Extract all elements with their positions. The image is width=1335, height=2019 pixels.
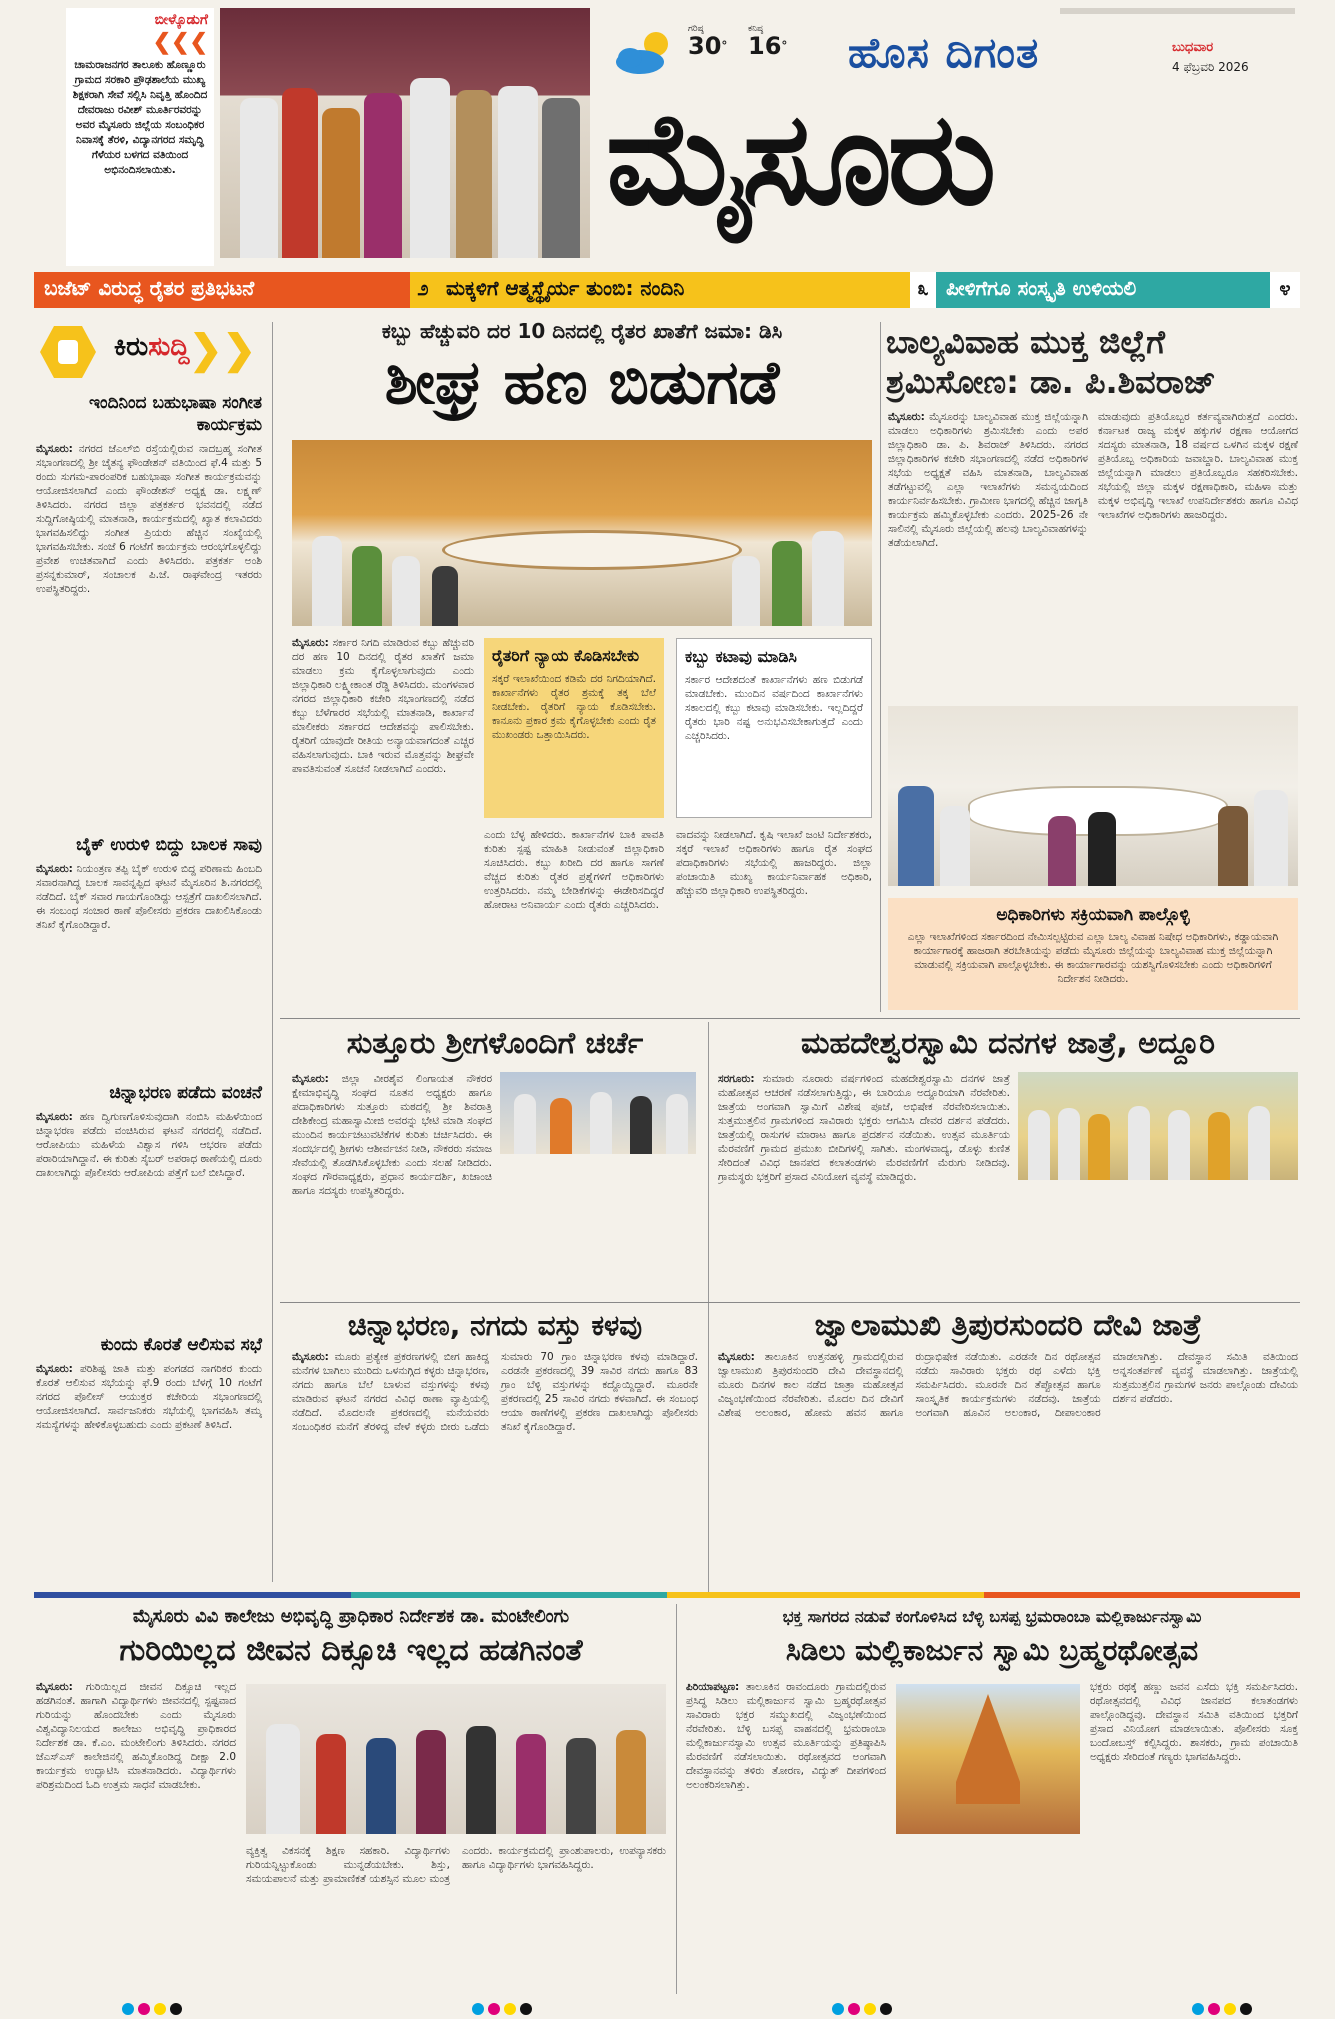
temp-min-value: 16 <box>748 32 782 60</box>
madeshwara-body-text: ಸುಮಾರು ನೂರಾರು ವರ್ಷಗಳಿಂದ ಮಹದೇಶ್ವರಸ್ವಾಮಿ ದನಗಳ ಜಾತ್ರೆ ಮಹೋತ್ಸವ ಆಚರಣೆ ನಡೆಸಲಾಗುತ್ತಿದ್ದು, ಈ ಬಾರಿಯೂ ಅದ್ದೂರಿಯಾಗಿ ನೆರವೇರಿತು. ಜಾತ್ರೆಯ ಅಂಗವಾಗಿ ಸ್ವಾಮಿಗೆ ವಿಶೇಷ ಪೂಜೆ, ಅಭಿಷೇಕ ನೆರವೇರಿಸಲಾಯಿತು. ಸುತ್ತಮುತ್ತಲಿನ ಗ್ರಾಮಗಳಿಂದ ಸಾವಿರಾರು ಭಕ್ತರು ಆಗಮಿಸಿ ದೇವರ ದರ್ಶನ ಪಡೆದರು. ಜಾತ್ರೆಯಲ್ಲಿ ರಾಸುಗಳ ಮಾರಾಟ ಹಾಗೂ ಪ್ರದರ್ಶನ ನಡೆಯಿತು. ಉತ್ಸವ ಮೂರ್ತಿಯ ಮೆರವಣಿಗೆ ಗ್ರಾಮದ ಪ್ರಮುಖ ಬೀದಿಗಳಲ್ಲಿ ಸಾಗಿತು. ಮಂಗಳವಾದ್ಯ, ಡೊಳ್ಳು ಕುಣಿತ ಸೇರಿದಂತೆ ವಿವಿಧ ಜಾನಪದ ಕಲಾತಂಡಗಳು ಮೆರವಣಿಗೆಗೆ ಮೆರುಗು ನೀಡಿದವು. ಗ್ರಾಮಸ್ಥರು ಭಕ್ತರಿಗೆ ಪ್ರಸಾದ ವಿನಿಯೋಗ ವ್ಯವಸ್ಥೆ ಮಾಡಿದ್ದರು. <box>718 1073 1010 1183</box>
kiru-item-3-body: ಹಣ ದ್ವಿಗುಣಗೊಳಿಸುವುದಾಗಿ ನಂಬಿಸಿ ಮಹಿಳೆಯಿಂದ ಚಿನ್ನಾಭರಣ ಪಡೆದು ವಂಚಿಸಿರುವ ಘಟನೆ ನಗರದಲ್ಲಿ ನಡೆದಿದೆ. ಆರೋಪಿಯು ಮಹಿಳೆಯ ವಿಶ್ವಾಸ ಗಳಿಸಿ ಆಭರಣ ಪಡೆದು ಪರಾರಿಯಾಗಿದ್ದಾನೆ. ಈ ಕುರಿತು ಸೈಬರ್ ಅಪರಾಧ ಠಾಣೆಯಲ್ಲಿ ದೂರು ದಾಖಲಾಗಿದ್ದು ಪೊಲೀಸರು ಆರೋಪಿಯ ಪತ್ತೆಗೆ ಬಲೆ ಬೀಸಿದ್ದಾರೆ. <box>36 1111 262 1179</box>
college-body-1 <box>36 1680 236 1990</box>
brand-logo: ಹೊಸ ದಿಗಂತ <box>848 28 1040 77</box>
child-headline-1: ಬಾಲ್ಯವಿವಾಹ ಮುಕ್ತ ಜಿಲ್ಲೆಗೆ <box>886 323 1165 361</box>
section-rule-2 <box>280 1302 1300 1303</box>
college-body-1-text: ಗುರಿಯಿಲ್ಲದ ಜೀವನ ದಿಕ್ಸೂಚಿ ಇಲ್ಲದ ಹಡಗಿನಂತೆ. ಹಾಗಾಗಿ ವಿದ್ಯಾರ್ಥಿಗಳು ಜೀವನದಲ್ಲಿ ಸ್ಪಷ್ಟವಾದ ಗುರಿಯನ್ನು ಹೊಂದಬೇಕು ಎಂದು ಮೈಸೂರು ವಿಶ್ವವಿದ್ಯಾನಿಲಯದ ಕಾಲೇಜು ಅಭಿವೃದ್ಧಿ ಪ್ರಾಧಿಕಾರದ ನಿರ್ದೇಶಕ ಡಾ. ಕೆ.ಎಂ. ಮಂಟೇಲಿಂಗು ತಿಳಿಸಿದರು. ನಗರದ ಜೆಎಸ್‌ಎಸ್ ಕಾಲೇಜಿನಲ್ಲಿ ಹಮ್ಮಿಕೊಂಡಿದ್ದ ದೀಕ್ಷಾ 2.0 ಕಾರ್ಯಕ್ರಮ ಉದ್ಘಾಟಿಸಿ ಮಾತನಾಡಿದರು. ವಿದ್ಯಾರ್ಥಿಗಳು ಪರಿಶ್ರಮದಿಂದ ಓದಿ ಉತ್ತಮ ಸಾಧನೆ ಮಾಡಬೇಕು. <box>36 1681 236 1791</box>
temp-min <box>748 24 787 58</box>
column-rule-2 <box>880 322 881 1012</box>
temp-max-value: 30 <box>688 32 722 60</box>
suttur-photo <box>500 1072 696 1154</box>
masthead-rule <box>1060 8 1295 14</box>
kiru-item-4 <box>36 1330 262 1552</box>
madeshwara-dateline: ಸರಗೂರು: <box>718 1073 755 1085</box>
lead-box-1 <box>484 638 664 818</box>
column-rule-4 <box>676 1604 677 1994</box>
kiru-item-3-title: ಚಿನ್ನಾಭರಣ ಪಡೆದು ವಂಚನೆ <box>109 1083 262 1103</box>
college-body-2: ವ್ಯಕ್ತಿತ್ವ ವಿಕಸನಕ್ಕೆ ಶಿಕ್ಷಣ ಸಹಕಾರಿ. ವಿದ್ಯಾರ್ಥಿಗಳು ಗುರಿಯನ್ನಿಟ್ಟುಕೊಂಡು ಮುನ್ನಡೆಯಬೇಕು. ಶಿಸ್ತು, ಸಮಯಪಾಲನೆ ಮತ್ತು ಪ್ರಾಮಾಣಿಕತೆ ಯಶಸ್ಸಿನ ಮೂಲ ಮಂತ್ರ ಎಂದರು. ಕಾರ್ಯಕ್ರಮದಲ್ಲಿ ಪ್ರಾಂಶುಪಾಲರು, ಉಪನ್ಯಾಸಕರು ಹಾಗೂ ವಿದ್ಯಾರ್ಥಿಗಳು ಭಾಗವಹಿಸಿದ್ದರು. <box>246 1845 666 1885</box>
theft-headline: ಚಿನ್ನಾಭರಣ, ನಗದು ವಸ್ತು ಕಳವು <box>347 1309 643 1342</box>
lead-box-2-body: ಸರ್ಕಾರ ಆದೇಶದಂತೆ ಕಾರ್ಖಾನೆಗಳು ಹಣ ಬಿಡುಗಡೆ ಮಾಡಬೇಕು. ಮುಂದಿನ ವರ್ಷದಿಂದ ಕಾರ್ಖಾನೆಗಳು ಸಕಾಲದಲ್ಲಿ ಕಬ್ಬು ಕಟಾವು ಮಾಡಿಸಬೇಕು. ಇಲ್ಲದಿದ್ದರೆ ರೈತರು ಭಾರಿ ನಷ್ಟ ಅನುಭವಿಸಬೇಕಾಗುತ್ತದೆ ಎಂದು ಎಚ್ಚರಿಸಿದರು. <box>685 674 863 742</box>
madeshwara-photo <box>1018 1072 1298 1180</box>
farewell-label: ಬೀಳ್ಕೊಡುಗೆ <box>154 12 208 28</box>
lead-box-2-title: ಕಬ್ಬು ಕಟಾವು ಮಾಡಿಸಿ <box>685 647 797 666</box>
city-name: ಮೈಸೂರು <box>606 85 993 234</box>
lead-body-1 <box>292 636 474 1016</box>
theft-body-text: ಮೂರು ಪ್ರತ್ಯೇಕ ಪ್ರಕರಣಗಳಲ್ಲಿ ಬೀಗ ಹಾಕಿದ್ದ ಮನೆಗಳ ಬಾಗಿಲು ಮುರಿದು ಒಳನುಗ್ಗಿದ ಕಳ್ಳರು ಚಿನ್ನಾಭರಣ, ನಗದು ಹಾಗೂ ಬೆಲೆ ಬಾಳುವ ವಸ್ತುಗಳನ್ನು ಕಳವು ಮಾಡಿರುವ ಘಟನೆ ನಗರದ ವಿವಿಧ ಠಾಣಾ ವ್ಯಾಪ್ತಿಯಲ್ಲಿ ನಡೆದಿದೆ. ಮೊದಲನೇ ಪ್ರಕರಣದಲ್ಲಿ ಮನೆಯವರು ಸಂಬಂಧಿಕರ ಮನೆಗೆ ತೆರಳಿದ್ದ ವೇಳೆ ಕಳ್ಳರು ಬೀರು ಒಡೆದು ಸುಮಾರು 70 ಗ್ರಾಂ ಚಿನ್ನಾಭರಣ ಕಳವು ಮಾಡಿದ್ದಾರೆ. ಎರಡನೇ ಪ್ರಕರಣದಲ್ಲಿ 39 ಸಾವಿರ ನಗದು ಹಾಗೂ 83 ಗ್ರಾಂ ಬೆಳ್ಳಿ ವಸ್ತುಗಳನ್ನು ಕದ್ದೊಯ್ದಿದ್ದಾರೆ. ಮೂರನೇ ಪ್ರಕರಣದಲ್ಲಿ 25 ಸಾವಿರ ನಗದು ಕಳವಾಗಿದೆ. ಈ ಸಂಬಂಧ ಆಯಾ ಠಾಣೆಗಳಲ್ಲಿ ಪ್ರಕರಣ ದಾಖಲಾಗಿದ್ದು ಪೊಲೀಸರು ತನಿಖೆ ಕೈಗೊಂಡಿದ್ದಾರೆ. <box>292 1351 698 1433</box>
temp-max <box>688 24 727 58</box>
lead-dateline: ಮೈಸೂರು: <box>292 637 329 649</box>
kiru-item-1 <box>36 388 262 842</box>
kiru-item-2-dateline: ಮೈಸೂರು: <box>36 863 73 875</box>
siddilu-kicker: ಭಕ್ತ ಸಾಗರದ ನಡುವೆ ಕಂಗೊಳಿಸಿದ ಬೆಳ್ಳಿ ಬಸಪ್ಪ ಭ್ರಮರಾಂಬಾ ಮಲ್ಲಿಕಾರ್ಜುನಸ್ವಾಮಿ <box>782 1607 1202 1626</box>
college-story <box>36 1604 666 1672</box>
siddilu-body-1 <box>686 1680 886 1990</box>
chevron-left-icon: ❮❮❮ <box>152 29 208 55</box>
teaser-3-text: ಪೀಳಿಗೆಗೂ ಸಂಸ್ಕೃತಿ ಉಳಿಯಲಿ <box>946 276 1137 300</box>
cloud-sun-icon <box>612 28 682 76</box>
child-body-1-text: ಮೈಸೂರನ್ನು ಬಾಲ್ಯವಿವಾಹ ಮುಕ್ತ ಜಿಲ್ಲೆಯನ್ನಾಗಿ ಮಾಡಲು ಅಧಿಕಾರಿಗಳು ಶ್ರಮಿಸಬೇಕು ಎಂದು ಅಪರ ಜಿಲ್ಲಾಧಿಕಾರಿ ಡಾ. ಪಿ. ಶಿವರಾಜ್ ತಿಳಿಸಿದರು. ನಗರದ ಜಿಲ್ಲಾಧಿಕಾರಿಗಳ ಕಚೇರಿ ಸಭಾಂಗಣದಲ್ಲಿ ನಡೆದ ಅಧಿಕಾರಿಗಳ ಸಭೆಯ ಅಧ್ಯಕ್ಷತೆ ವಹಿಸಿ ಮಾತನಾಡಿ, ಬಾಲ್ಯವಿವಾಹ ತಡೆಗಟ್ಟುವಲ್ಲಿ ಎಲ್ಲಾ ಇಲಾಖೆಗಳು ಸಮನ್ವಯದಿಂದ ಕಾರ್ಯನಿರ್ವಹಿಸಬೇಕು. ಗ್ರಾಮೀಣ ಭಾಗದಲ್ಲಿ ಹೆಚ್ಚಿನ ಜಾಗೃತಿ ಕಾರ್ಯಕ್ರಮ ಹಮ್ಮಿಕೊಳ್ಳಬೇಕು ಎಂದರು. 2025-26 ನೇ ಸಾಲಿನಲ್ಲಿ ಮೈಸೂರು ಜಿಲ್ಲೆಯಲ್ಲಿ ಹಲವು ಬಾಲ್ಯವಿವಾಹಗಳನ್ನು ತಡೆಯಲಾಗಿದೆ. <box>888 411 1088 549</box>
kiru-item-4-title: ಕುಂದು ಕೊರತೆ ಆಲಿಸುವ ಸಭೆ <box>100 1335 262 1355</box>
kiru-item-2 <box>36 830 262 1042</box>
kiru-item-3 <box>36 1078 262 1350</box>
jwala-body <box>718 1350 1298 1586</box>
suttur-dateline: ಮೈಸೂರು: <box>292 1073 329 1085</box>
lead-box-1-body: ಸಕ್ಕರೆ ಇಲಾಖೆಯಿಂದ ಕಡಿಮೆ ದರ ನಿಗದಿಯಾಗಿದೆ. ಕಾರ್ಖಾನೆಗಳು ರೈತರ ಶ್ರಮಕ್ಕೆ ತಕ್ಕ ಬೆಲೆ ನೀಡಬೇಕು. ರೈತರಿಗೆ ನ್ಯಾಯ ಕೊಡಿಸಬೇಕು. ಕಾನೂನು ಪ್ರಕಾರ ಕ್ರಮ ಕೈಗೊಳ್ಳಬೇಕು ಎಂದು ರೈತ ಮುಖಂಡರು ಒತ್ತಾಯಿಸಿದರು. <box>492 673 656 741</box>
kiru-item-1-title: ಇಂದಿನಿಂದ ಬಹುಭಾಷಾ ಸಂಗೀತ ಕಾರ್ಯಕ್ರಮ <box>89 393 262 435</box>
kiru-item-1-body: ನಗರದ ಜೆಎಲ್‌ಬಿ ರಸ್ತೆಯಲ್ಲಿರುವ ನಾದಬ್ರಹ್ಮ ಸಂಗೀತ ಸಭಾಂಗಣದಲ್ಲಿ ಶ್ರೀ ಚೈತನ್ಯ ಫೌಂಡೇಶನ್ ವತಿಯಿಂದ ಫೆ.4 ಮತ್ತು 5 ರಂದು ಸುಗಮ-ಪಾರಂಪರಿಕ ಬಹುಭಾಷಾ ಸಂಗೀತ ಕಾರ್ಯಕ್ರಮವನ್ನು ಆಯೋಜಿಸಲಾಗಿದೆ ಎಂದು ಫೌಂಡೇಶನ್ ಅಧ್ಯಕ್ಷ ಡಾ. ಲಕ್ಷ್ಮಣ್ ತಿಳಿಸಿದರು. ನಗರದ ಜಿಲ್ಲಾ ಪತ್ರಕರ್ತರ ಭವನದಲ್ಲಿ ನಡೆದ ಸುದ್ದಿಗೋಷ್ಠಿಯಲ್ಲಿ ಮಾತನಾಡಿ, ಕಾರ್ಯಕ್ರಮದಲ್ಲಿ ಖ್ಯಾತ ಕಲಾವಿದರು ಭಾಗವಹಿಸಲಿದ್ದು ಸಂಗೀತ ಪ್ರಿಯರು ಹೆಚ್ಚಿನ ಸಂಖ್ಯೆಯಲ್ಲಿ ಭಾಗವಹಿಸಬೇಕು. ಸಂಜೆ 6 ಗಂಟೆಗೆ ಕಾರ್ಯಕ್ರಮ ಆರಂಭಗೊಳ್ಳಲಿದ್ದು ಪ್ರವೇಶ ಉಚಿತವಾಗಿದೆ ಎಂದು ತಿಳಿಸಿದರು. ಪತ್ರಕರ್ತ ಅಂಶಿ ಪ್ರಸನ್ನಕುಮಾರ್, ಸಂಚಾಲಕ ಪಿ.ಜೆ. ರಾಘವೇಂದ್ರ ಇತರರು ಉಪಸ್ಥಿತರಿದ್ದರು. <box>36 443 262 595</box>
farewell-panel <box>66 8 214 266</box>
lead-body-4: ವಾದವನ್ನು ನೀಡಲಾಗಿದೆ. ಕೃಷಿ ಇಲಾಖೆ ಜಂಟಿ ನಿರ್ದೇಶಕರು, ಸಕ್ಕರೆ ಇಲಾಖೆ ಅಧಿಕಾರಿಗಳು ಹಾಗೂ ರೈತ ಸಂಘದ ಪದಾಧಿಕಾರಿಗಳು ಸಭೆಯಲ್ಲಿ ಹಾಜರಿದ್ದರು. ಜಿಲ್ಲಾ ಪಂಚಾಯಿತಿ ಮುಖ್ಯ ಕಾರ್ಯನಿರ್ವಾಹಕ ಅಧಿಕಾರಿ, ಹೆಚ್ಚುವರಿ ಜಿಲ್ಲಾಧಿಕಾರಿ ಉಪಸ್ಥಿತರಿದ್ದರು. <box>676 829 872 897</box>
hand-icon <box>40 326 96 378</box>
column-rule <box>272 322 273 1582</box>
jwala-dateline: ಮೈಸೂರು: <box>718 1351 755 1363</box>
child-body-1 <box>888 410 1088 698</box>
child-headline-2: ಶ್ರಮಿಸೋಣ: ಡಾ. ಪಿ.ಶಿವರಾಜ್ <box>886 363 1216 401</box>
kiru-item-1-dateline: ಮೈಸೂರು: <box>36 443 73 455</box>
jwala-body-text: ತಾಲೂಕಿನ ಉತ್ತನಹಳ್ಳಿ ಗ್ರಾಮದಲ್ಲಿರುವ ಜ್ವಾಲಾಮುಖಿ ತ್ರಿಪುರಸುಂದರಿ ದೇವಿ ದೇವಸ್ಥಾನದಲ್ಲಿ ಮೂರು ದಿನಗಳ ಕಾಲ ನಡೆದ ಜಾತ್ರಾ ಮಹೋತ್ಸವ ವಿಜೃಂಭಣೆಯಿಂದ ನೆರವೇರಿತು. ಮೊದಲ ದಿನ ದೇವಿಗೆ ವಿಶೇಷ ಅಲಂಕಾರ, ಹೋಮ ಹವನ ಹಾಗೂ ರುದ್ರಾಭಿಷೇಕ ನಡೆಯಿತು. ಎರಡನೇ ದಿನ ರಥೋತ್ಸವ ನಡೆದು ಸಾವಿರಾರು ಭಕ್ತರು ರಥ ಎಳೆದು ಭಕ್ತಿ ಸಮರ್ಪಿಸಿದರು. ಮೂರನೇ ದಿನ ತೆಪ್ಪೋತ್ಸವ ಹಾಗೂ ಸಾಂಸ್ಕೃತಿಕ ಕಾರ್ಯಕ್ರಮಗಳು ನಡೆದವು. ಜಾತ್ರೆಯ ಅಂಗವಾಗಿ ಹೂವಿನ ಅಲಂಕಾರ, ದೀಪಾಲಂಕಾರ ಮಾಡಲಾಗಿತ್ತು. ದೇವಸ್ಥಾನ ಸಮಿತಿ ವತಿಯಿಂದ ಅನ್ನಸಂತರ್ಪಣೆ ವ್ಯವಸ್ಥೆ ಮಾಡಲಾಗಿತ್ತು. ಜಾತ್ರೆಯಲ್ಲಿ ಸುತ್ತಮುತ್ತಲಿನ ಗ್ರಾಮಗಳ ಜನರು ಪಾಲ್ಗೊಂಡು ದೇವಿಯ ದರ್ಶನ ಪಡೆದರು. <box>718 1351 1298 1419</box>
registration-mark <box>120 2000 184 2019</box>
child-photo <box>888 706 1298 886</box>
teaser-2[interactable] <box>436 272 936 308</box>
teaser-1[interactable] <box>34 272 436 308</box>
college-dateline: ಮೈಸೂರು: <box>36 1681 73 1693</box>
college-kicker: ಮೈಸೂರು ವಿವಿ ಕಾಲೇಜು ಅಭಿವೃದ್ಧಿ ಪ್ರಾಧಿಕಾರ ನಿರ್ದೇಶಕ ಡಾ. ಮಂಟೇಲಿಂಗು <box>132 1606 570 1627</box>
kiru-item-4-dateline: ಮೈಸೂರು: <box>36 1363 73 1375</box>
lead-headline: ಶೀಘ್ರ ಹಣ ಬಿಡುಗಡೆ <box>384 348 780 418</box>
registration-mark-4 <box>1190 2000 1254 2019</box>
lead-body-3: ಎಂದು ಬೆಳ್ಳ ಹೇಳಿದರು. ಕಾರ್ಖಾನೆಗಳ ಬಾಕಿ ಪಾವತಿ ಕುರಿತು ಸ್ಪಷ್ಟ ಮಾಹಿತಿ ನೀಡುವಂತೆ ಜಿಲ್ಲಾಧಿಕಾರಿ ಸೂಚಿಸಿದರು. ಕಬ್ಬು ಖರೀದಿ ದರ ಹಾಗೂ ಸಾಗಣೆ ವೆಚ್ಚದ ಕುರಿತು ರೈತರ ಪ್ರಶ್ನೆಗಳಿಗೆ ಅಧಿಕಾರಿಗಳು ಉತ್ತರಿಸಿದರು. ನಮ್ಮ ಬೇಡಿಕೆಗಳನ್ನು ಈಡೇರಿಸದಿದ್ದರೆ ಹೋರಾಟ ಅನಿವಾರ್ಯ ಎಂದು ರೈತರು ಎಚ್ಚರಿಸಿದರು. <box>484 829 664 911</box>
edition-day: ಬುಧವಾರ <box>1172 40 1214 55</box>
child-box-body: ಎಲ್ಲಾ ಇಲಾಖೆಗಳಿಂದ ಸರ್ಕಾರದಿಂದ ನೇಮಿಸಲ್ಪಟ್ಟಿರುವ ಎಲ್ಲಾ ಬಾಲ್ಯ ವಿವಾಹ ನಿಷೇಧ ಅಧಿಕಾರಿಗಳು, ಕಡ್ಡಾಯವಾಗಿ ಕಾರ್ಯಾಗಾರಕ್ಕೆ ಹಾಜರಾಗಿ ತರಬೇತಿಯನ್ನು ಪಡೆದು ಮೈಸೂರು ಜಿಲ್ಲೆಯನ್ನು ಬಾಲ್ಯವಿವಾಹ ಮುಕ್ತ ಜಿಲ್ಲೆಯನ್ನಾಗಿ ಮಾಡುವಲ್ಲಿ ಸಕ್ರಿಯವಾಗಿ ಪಾಲ್ಗೊಳ್ಳಬೇಕು. ಈ ಕಾರ್ಯಾಗಾರವನ್ನು ಯಶಸ್ವಿಗೊಳಿಸಬೇಕು ಎಂದು ಅಧಿಕಾರಿಗಳಿಗೆ ನಿರ್ದೇಶನ ನೀಡಿದರು. <box>907 931 1279 985</box>
madeshwara-headline: ಮಹದೇಶ್ವರಸ್ವಾಮಿ ದನಗಳ ಜಾತ್ರೆ, ಅದ್ದೂರಿ <box>800 1026 1216 1061</box>
college-photo <box>246 1684 666 1834</box>
teaser-3[interactable] <box>936 272 1300 308</box>
siddilu-dateline: ಪಿರಿಯಾಪಟ್ಟಣ: <box>686 1681 740 1693</box>
siddilu-body-2: ಭಕ್ತರು ರಥಕ್ಕೆ ಹಣ್ಣು ಜವನ ಎಸೆದು ಭಕ್ತಿ ಸಮರ್ಪಿಸಿದರು. ರಥೋತ್ಸವದಲ್ಲಿ ವಿವಿಧ ಜಾನಪದ ಕಲಾತಂಡಗಳು ಪಾಲ್ಗೊಂಡಿದ್ದವು. ದೇವಸ್ಥಾನ ಸಮಿತಿ ವತಿಯಿಂದ ಭಕ್ತರಿಗೆ ಪ್ರಸಾದ ವಿನಿಯೋಗ ಮಾಡಲಾಯಿತು. ಪೊಲೀಸರು ಸೂಕ್ತ ಬಂದೋಬಸ್ತ್ ಕಲ್ಪಿಸಿದ್ದರು. ಶಾಸಕರು, ಗ್ರಾಮ ಪಂಚಾಯಿತಿ ಅಧ್ಯಕ್ಷರು ಸೇರಿದಂತೆ ಗಣ್ಯರು ಭಾಗವಹಿಸಿದ್ದರು. <box>1090 1681 1298 1763</box>
teaser-1-text: ಬಜೆಟ್ ವಿರುದ್ಧ ರೈತರ ಪ್ರತಿಭಟನೆ <box>44 276 255 300</box>
child-story <box>886 322 1300 402</box>
suttur-headline: ಸುತ್ತೂರು ಶ್ರೀಗಳೊಂದಿಗೆ ಚರ್ಚೆ <box>346 1026 644 1061</box>
kiru-label-b: ಸುದ್ದಿ <box>148 332 190 362</box>
jwala-headline: ಜ್ವಾಲಾಮುಖಿ ತ್ರಿಪುರಸುಂದರಿ ದೇವಿ ಜಾತ್ರೆ <box>814 1308 1202 1343</box>
kiru-suddi-logo <box>34 322 262 382</box>
lead-body-1-text: ಸರ್ಕಾರ ನಿಗದಿ ಮಾಡಿರುವ ಕಬ್ಬು ಹೆಚ್ಚುವರಿ ದರ ಹಣ 10 ದಿನದಲ್ಲಿ ರೈತರ ಖಾತೆಗೆ ಜಮಾ ಮಾಡಲು ಕ್ರಮ ಕೈಗೊಳ್ಳಲಾಗುವುದು ಎಂದು ಜಿಲ್ಲಾಧಿಕಾರಿ ಲಕ್ಷ್ಮೀಕಾಂತ ರೆಡ್ಡಿ ತಿಳಿಸಿದರು. ಮಂಗಳವಾರ ನಗರದ ಜಿಲ್ಲಾಧಿಕಾರಿ ಕಚೇರಿ ಸಭಾಂಗಣದಲ್ಲಿ ನಡೆದ ಕಬ್ಬು ಬೆಳೆಗಾರರ ಸಭೆಯಲ್ಲಿ ಮಾತನಾಡಿ, ಕಾರ್ಖಾನೆ ಮಾಲೀಕರು ಸರ್ಕಾರದ ಆದೇಶವನ್ನು ಪಾಲಿಸಬೇಕು. ರೈತರಿಗೆ ಯಾವುದೇ ರೀತಿಯ ಅನ್ಯಾಯವಾಗದಂತೆ ಎಚ್ಚರ ವಹಿಸಲಾಗುವುದು. ಬಾಕಿ ಇರುವ ಮೊತ್ತವನ್ನು ಶೀಘ್ರವೇ ಪಾವತಿಸುವಂತೆ ಸೂಚನೆ ನೀಡಲಾಗಿದೆ ಎಂದರು. <box>292 637 474 775</box>
kiru-item-3-dateline: ಮೈಸೂರು: <box>36 1111 73 1123</box>
color-band <box>34 1592 1300 1598</box>
registration-mark-3 <box>830 2000 894 2019</box>
chevron-right-icon: ❯❯ <box>188 326 256 373</box>
kiru-item-2-title: ಬೈಕ್ ಉರುಳಿ ಬಿದ್ದು ಬಾಲಕ ಸಾವು <box>76 835 262 855</box>
siddilu-story <box>684 1604 1300 1672</box>
lead-kicker: ಕಬ್ಬು ಹೆಚ್ಚುವರಿ ದರ 10 ದಿನದಲ್ಲಿ ರೈತರ ಖಾತೆಗೆ ಜಮಾ: ಡಿಸಿ <box>381 319 783 343</box>
temp-max-label: ಗರಿಷ್ಠ <box>688 24 704 34</box>
edition-date: 4 ಫೆಬ್ರವರಿ 2026 <box>1172 60 1249 74</box>
suttur-body <box>292 1072 492 1290</box>
kiru-item-2-body: ನಿಯಂತ್ರಣ ತಪ್ಪಿ ಬೈಕ್ ಉರುಳಿ ಬಿದ್ದ ಪರಿಣಾಮ ಹಿಂಬದಿ ಸವಾರನಾಗಿದ್ದ ಬಾಲಕ ಸಾವನ್ನಪ್ಪಿದ ಘಟನೆ ಮೈಸೂರಿನ ಶಿ.ನಗರದಲ್ಲಿ ನಡೆದಿದೆ. ಬೈಕ್ ಸವಾರ ಗಾಯಗೊಂಡಿದ್ದು ಆಸ್ಪತ್ರೆಗೆ ದಾಖಲಿಸಲಾಗಿದೆ. ಈ ಸಂಬಂಧ ಸಂಚಾರ ಠಾಣೆ ಪೊಲೀಸರು ಪ್ರಕರಣ ದಾಖಲಿಸಿಕೊಂಡು ತನಿಖೆ ಕೈಗೊಂಡಿದ್ದಾರೆ. <box>36 863 262 931</box>
suttur-body-text: ಜಿಲ್ಲಾ ವೀರಶೈವ ಲಿಂಗಾಯತ ನೌಕರರ ಕ್ಷೇಮಾಭಿವೃದ್ಧಿ ಸಂಘದ ನೂತನ ಅಧ್ಯಕ್ಷರು ಹಾಗೂ ಪದಾಧಿಕಾರಿಗಳು ಸುತ್ತೂರು ಮಠದಲ್ಲಿ ಶ್ರೀ ಶಿವರಾತ್ರಿ ದೇಶಿಕೇಂದ್ರ ಮಹಾಸ್ವಾಮೀಜಿ ಅವರನ್ನು ಭೇಟಿ ಮಾಡಿ ಸಂಘದ ಮುಂದಿನ ಕಾರ್ಯಚಟುವಟಿಕೆಗಳ ಕುರಿತು ಚರ್ಚಿಸಿದರು. ಈ ಸಂದರ್ಭದಲ್ಲಿ ಶ್ರೀಗಳು ಆಶೀರ್ವಚನ ನೀಡಿ, ನೌಕರರು ಸಮಾಜ ಸೇವೆಯಲ್ಲಿ ತೊಡಗಿಸಿಕೊಳ್ಳಬೇಕು ಎಂದು ಸಲಹೆ ನೀಡಿದರು. ಸಂಘದ ಗೌರವಾಧ್ಯಕ್ಷರು, ಪ್ರಧಾನ ಕಾರ್ಯದರ್ಶಿ, ಖಜಾಂಚಿ ಹಾಗೂ ಸದಸ್ಯರು ಉಪಸ್ಥಿತರಿದ್ದರು. <box>292 1073 492 1197</box>
teaser-2-text: ಮಕ್ಕಳಿಗೆ ಆತ್ಮಸ್ಥೈರ್ಯ ತುಂಬಿ: ನಂದಿನಿ <box>446 276 685 300</box>
child-box-title: ಅಧಿಕಾರಿಗಳು ಸಕ್ರಿಯವಾಗಿ ಪಾಲ್ಗೊಳ್ಳಿ <box>996 905 1190 925</box>
farewell-text: ಚಾಮರಾಜನಗರ ತಾಲೂಕು ಹೊಣ್ಣೂರು ಗ್ರಾಮದ ಸರಕಾರಿ ಪ್ರೌಢಶಾಲೆಯ ಮುಖ್ಯ ಶಿಕ್ಷಕರಾಗಿ ಸೇವೆ ಸಲ್ಲಿಸಿ ನಿವೃತ್ತಿ ಹೊಂದಿದ ದೇವರಾಜು ರವೀಶ್ ಮೂರ್ತಿರವರನ್ನು ಅವರ ಮೈಸೂರು ಜಿಲ್ಲೆಯ ಸಂಬಂಧಿಕರ ನಿವಾಸಕ್ಕೆ ತೆರಳಿ, ವಿದ್ಯಾನಗರದ ಸಮೃದ್ಧಿ ಗೆಳೆಯರ ಬಳಗದ ವತಿಯಿಂದ ಅಭಿನಂದಿಸಲಾಯಿತು. <box>72 59 208 176</box>
kiru-item-4-body: ಪರಿಶಿಷ್ಟ ಜಾತಿ ಮತ್ತು ಪಂಗಡದ ನಾಗರಿಕರ ಕುಂದು ಕೊರತೆ ಆಲಿಸುವ ಸಭೆಯನ್ನು ಫೆ.9 ರಂದು ಬೆಳಗ್ಗೆ 10 ಗಂಟೆಗೆ ನಗರದ ಪೊಲೀಸ್ ಆಯುಕ್ತರ ಕಚೇರಿಯ ಸಭಾಂಗಣದಲ್ಲಿ ಆಯೋಜಿಸಲಾಗಿದೆ. ಸಾರ್ವಜನಿಕರು ಸಭೆಯಲ್ಲಿ ಭಾಗವಹಿಸಿ ತಮ್ಮ ಸಮಸ್ಯೆಗಳನ್ನು ಹೇಳಿಕೊಳ್ಳಬಹುದು ಎಂದು ಪ್ರಕಟಣೆ ತಿಳಿಸಿದೆ. <box>36 1363 262 1431</box>
farewell-photo <box>220 8 590 258</box>
temp-max-deg: ° <box>721 39 728 53</box>
lead-story <box>290 318 874 422</box>
child-dateline: ಮೈಸೂರು: <box>888 411 925 423</box>
theft-dateline: ಮೈಸೂರು: <box>292 1351 329 1363</box>
lead-box-2 <box>676 638 872 818</box>
child-box <box>888 898 1298 1010</box>
column-rule-3 <box>708 1022 709 1592</box>
theft-body <box>292 1350 698 1586</box>
siddilu-photo <box>896 1684 1080 1834</box>
kiru-label-a: ಕಿರು <box>114 332 149 362</box>
lead-photo <box>292 440 872 626</box>
temp-min-label: ಕನಿಷ್ಠ <box>748 24 764 34</box>
teaser-strip <box>34 272 1300 308</box>
siddilu-headline: ಸಿಡಿಲು ಮಲ್ಲಿಕಾರ್ಜುನ ಸ್ವಾಮಿ ಬ್ರಹ್ಮರಥೋತ್ಸವ <box>785 1634 1199 1667</box>
lead-box-1-title: ರೈತರಿಗೆ ನ್ಯಾಯ ಕೊಡಿಸಬೇಕು <box>492 646 640 665</box>
teaser-1-page: ೨ <box>410 272 436 308</box>
child-body-2: ಮಾಡುವುದು ಪ್ರತಿಯೊಬ್ಬರ ಕರ್ತವ್ಯವಾಗಿರುತ್ತದೆ ಎಂದರು. ಕರ್ನಾಟಕ ರಾಜ್ಯ ಮಕ್ಕಳ ಹಕ್ಕುಗಳ ರಕ್ಷಣಾ ಆಯೋಗದ ಸದಸ್ಯರು ಮಾತನಾಡಿ, 18 ವರ್ಷದ ಒಳಗಿನ ಮಕ್ಕಳ ರಕ್ಷಣೆ ಪ್ರತಿಯೊಬ್ಬ ಅಧಿಕಾರಿಯ ಜವಾಬ್ದಾರಿ. ಬಾಲ್ಯವಿವಾಹ ಮುಕ್ತ ಜಿಲ್ಲೆಯನ್ನಾಗಿ ಮಾಡಲು ಪ್ರತಿಯೊಬ್ಬರೂ ಸಹಕರಿಸಬೇಕು. ಸಭೆಯಲ್ಲಿ ಜಿಲ್ಲಾ ಮಕ್ಕಳ ರಕ್ಷಣಾಧಿಕಾರಿ, ಮಹಿಳಾ ಮತ್ತು ಮಕ್ಕಳ ಅಭಿವೃದ್ಧಿ ಇಲಾಖೆ ಉಪನಿರ್ದೇಶಕರು ಹಾಗೂ ವಿವಿಧ ಇಲಾಖೆಗಳ ಅಧಿಕಾರಿಗಳು ಹಾಜರಿದ್ದರು. <box>1098 411 1298 521</box>
teaser-2-page: ೩ <box>910 272 936 308</box>
section-rule <box>280 1018 1300 1019</box>
temp-min-deg: ° <box>781 39 788 53</box>
teaser-3-page: ೪ <box>1270 272 1300 308</box>
madeshwara-body <box>718 1072 1010 1302</box>
college-headline: ಗುರಿಯಿಲ್ಲದ ಜೀವನ ದಿಕ್ಸೂಚಿ ಇಲ್ಲದ ಹಡಗಿನಂತೆ <box>119 1633 583 1668</box>
siddilu-body-1-text: ತಾಲೂಕಿನ ರಾವಂದೂರು ಗ್ರಾಮದಲ್ಲಿರುವ ಪ್ರಸಿದ್ಧ ಸಿಡಿಲು ಮಲ್ಲಿಕಾರ್ಜುನ ಸ್ವಾಮಿ ಬ್ರಹ್ಮರಥೋತ್ಸವ ಸಾವಿರಾರು ಭಕ್ತರ ಸಮ್ಮುಖದಲ್ಲಿ ವಿಜೃಂಭಣೆಯಿಂದ ನೆರವೇರಿತು. ಬೆಳ್ಳಿ ಬಸಪ್ಪ ವಾಹನದಲ್ಲಿ ಭ್ರಮರಾಂಬಾ ಮಲ್ಲಿಕಾರ್ಜುನಸ್ವಾಮಿ ಉತ್ಸವ ಮೂರ್ತಿಯನ್ನು ಪ್ರತಿಷ್ಠಾಪಿಸಿ ಮೆರವಣಿಗೆ ನಡೆಸಲಾಯಿತು. ರಥೋತ್ಸವದ ಅಂಗವಾಗಿ ದೇವಸ್ಥಾನವನ್ನು ತಳಿರು ತೋರಣ, ವಿದ್ಯುತ್ ದೀಪಗಳಿಂದ ಅಲಂಕರಿಸಲಾಗಿತ್ತು. <box>686 1681 886 1791</box>
registration-mark-2 <box>470 2000 534 2019</box>
